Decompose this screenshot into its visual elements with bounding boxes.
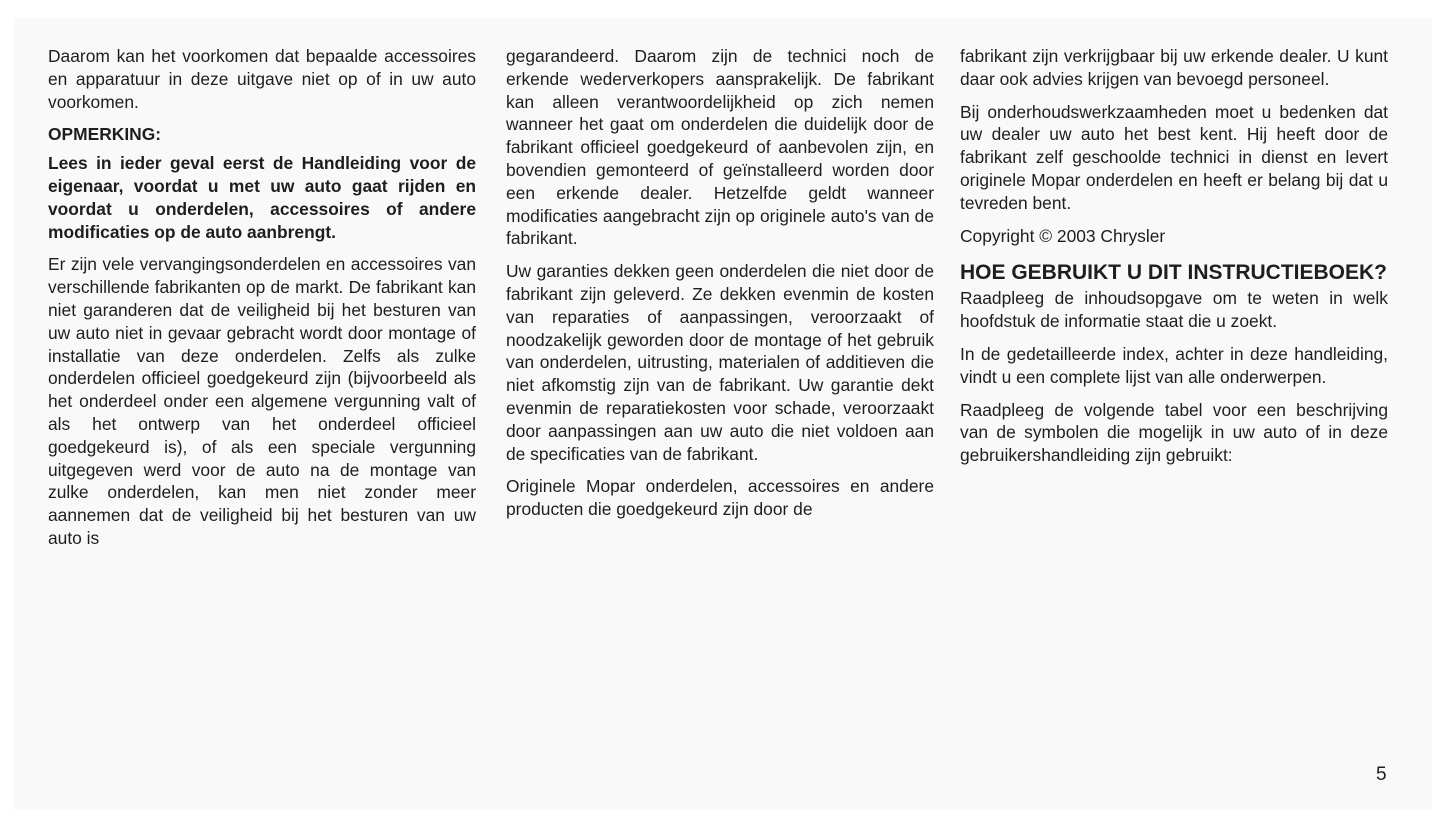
liability-paragraph: gegarandeerd. Daarom zijn de technici noch de erkende wederverkopers aansprakelijk. De fabrikant kan alleen verantwoordelijkheid op zich nemen wanneer het gaat om onderdelen die duidelijk door de fabrikant officieel goedgekeurd of aanbevolen zijn, en bovendien gemonteerd of geïnstalleerd worden door een erkende dealer. Hetzelfde geldt wanneer modificaties aangebracht zijn op originele auto's van de fabrikant.	[506, 46, 934, 249]
column-right	[960, 45, 1388, 477]
note-body: Lees in ieder geval eerst de Handleiding voor de eigenaar, voordat u met uw auto gaat rijden en voordat u onderdelen, accessoires of andere modificaties op de auto aanbrengt.	[48, 153, 476, 242]
replacement-parts-paragraph: Er zijn vele vervangingsonderdelen en accessoires van verschillende fabrikanten op de markt. De fabrikant kan niet garanderen dat de veiligheid bij het besturen van uw auto niet in gevaar gebracht wordt door montage of installatie van deze onderdelen. Zelfs als zulke onderdelen officieel goedgekeurd zijn (bijvoorbeeld als het onderdeel onder een algemene vergunning valt of als het ontwerp van het onderdeel officieel goedgekeurd is), of als een speciale vergunning uitgegeven werd voor de auto na de montage van zulke onderdelen, kan men niet zonder meer aannemen dat de veiligheid bij het besturen van uw auto is	[48, 254, 476, 548]
mopar-parts-paragraph: Originele Mopar onderdelen, accessoires en andere producten die goedgekeurd zijn door de	[506, 476, 934, 520]
section-heading: HOE GEBRUIKT U DIT INSTRUCTIEBOEK?	[960, 261, 1388, 285]
intro-paragraph: Daarom kan het voorkomen dat bepaalde accessoires en apparatuur in deze uitgave niet op of in uw auto voorkomen.	[48, 46, 476, 112]
dealer-paragraph: fabrikant zijn verkrijgbaar bij uw erkende dealer. U kunt daar ook advies krijgen van bevoegd personeel.	[960, 46, 1388, 89]
index-paragraph: In de gedetailleerde index, achter in deze handleiding, vindt u een complete lijst van alle onderwerpen.	[960, 343, 1388, 387]
warranty-paragraph: Uw garanties dekken geen onderdelen die niet door de fabrikant zijn geleverd. Ze dekken evenmin de kosten van reparaties of aanpassingen, veroorzaakt of noodzakelijk geworden door de montage of het gebruik van onderdelen, uitrusting, materialen of additieven die niet afkomstig zijn van de fabrikant. Uw garantie dekt evenmin de reparatiekosten voor schade, veroorzaakt door aanpassingen aan uw auto die niet voldoen aan de specificaties van de fabrikant.	[506, 261, 934, 464]
copyright-line: Copyright © 2003 Chrysler	[960, 225, 1166, 246]
column-middle	[506, 45, 934, 531]
contents-paragraph: Raadpleeg de inhoudsopgave om te weten in welk hoofdstuk de informatie staat die u zoekt.	[960, 288, 1388, 332]
column-left	[48, 45, 476, 560]
page-number: 5	[1376, 764, 1387, 785]
note-heading: OPMERKING:	[48, 124, 162, 145]
symbols-paragraph: Raadpleeg de volgende tabel voor een beschrijving van de symbolen die mogelijk in uw auto of in deze gebruikershandleiding zijn gebruikt:	[960, 399, 1388, 466]
maintenance-paragraph: Bij onderhoudswerkzaamheden moet u bedenken dat uw dealer uw auto het best kent. Hij heeft door de fabrikant zelf geschoolde technici in dienst en levert originele Mopar onderdelen en heeft er belang bij dat u tevreden bent.	[960, 101, 1388, 213]
